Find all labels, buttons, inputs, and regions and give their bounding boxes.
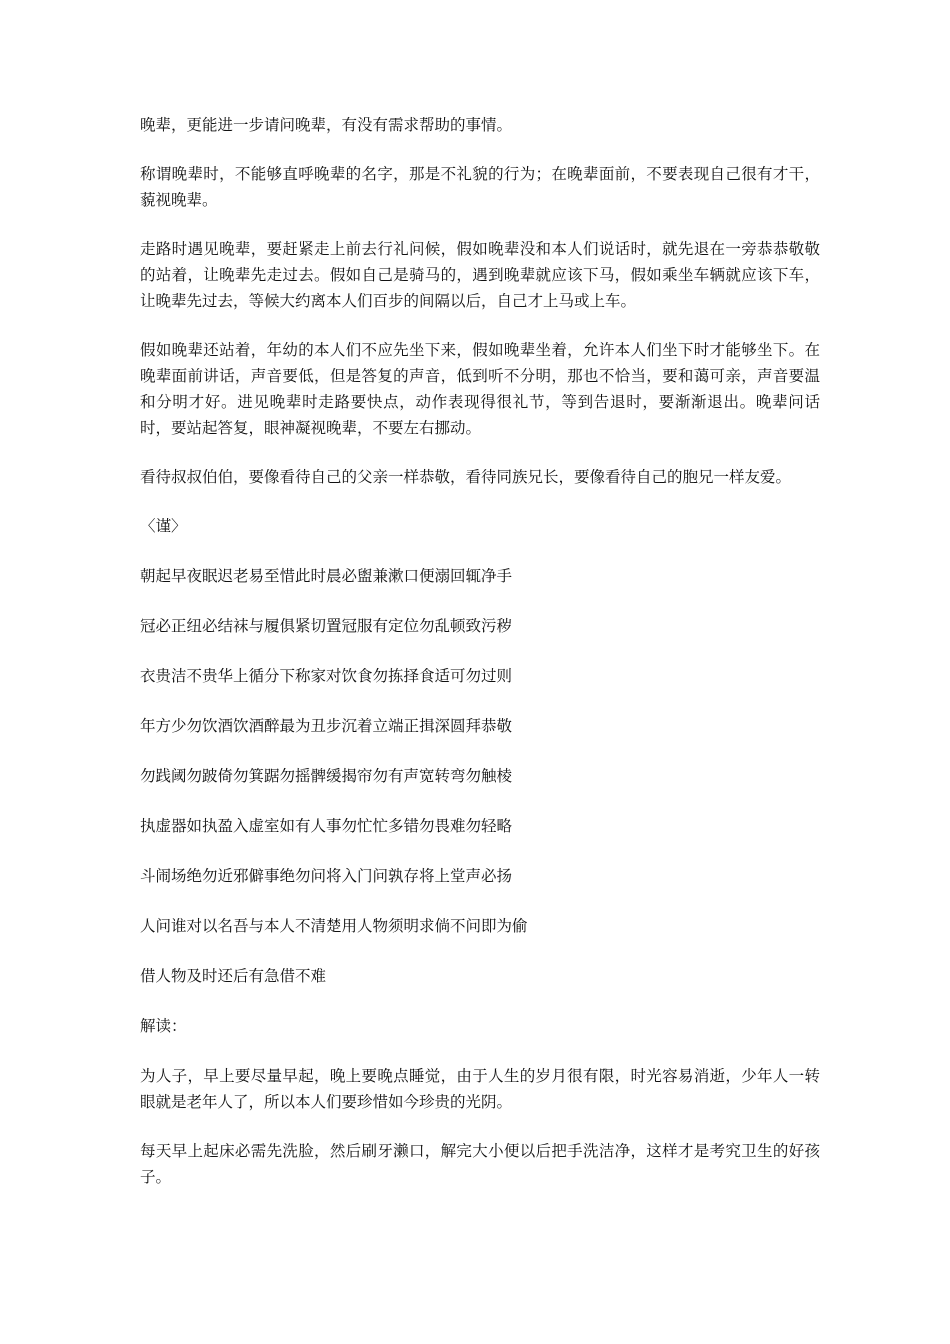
verse-line-6: 执虚器如执盈入虚室如有人事勿忙忙多错勿畏难勿轻略 [140,817,513,835]
verse-line-3: 衣贵洁不贵华上循分下称家对饮食勿拣择食适可勿过则 [140,667,513,685]
verse-line-2: 冠必正纽必结袜与履俱紧切置冠服有定位勿乱顿致污秽 [140,617,513,635]
document-page [140,112,820,1213]
section-heading-jin: 〈谨〉 [140,517,187,535]
interpretation-heading: 解读： [140,1017,187,1035]
paragraph-5: 看待叔叔伯伯，要像看待自己的父亲一样恭敬，看待同族兄长，要像看待自己的胞兄一样友爱。 [140,468,792,486]
verse-line-8: 人问谁对以名吾与本人不清楚用人物须明求倘不问即为偷 [140,917,528,935]
paragraph-2: 称谓晚辈时，不能够直呼晚辈的名字，那是不礼貌的行为；在晚辈面前，不要表现自己很有才干，藐视晚辈。 [140,165,820,209]
verse-line-4: 年方少勿饮酒饮酒醉最为丑步沉着立端正揖深圆拜恭敬 [140,717,513,735]
verse-line-9: 借人物及时还后有急借不难 [140,967,327,985]
verse-line-1: 朝起早夜眠迟老易至惜此时晨必盥兼漱口便溺回辄净手 [140,567,513,585]
paragraph-1: 晚辈，更能进一步请问晚辈，有没有需求帮助的事情。 [140,116,513,134]
verse-line-7: 斗闹场绝勿近邪僻事绝勿问将入门问孰存将上堂声必扬 [140,867,513,885]
paragraph-4: 假如晚辈还站着，年幼的本人们不应先坐下来，假如晚辈坐着，允许本人们坐下时才能够坐下。在晚辈面前讲话，声音要低，但是答复的声音，低到听不分明，那也不恰当，要和蔼可亲，声音要温和分明才好。进见晚辈时走路要快点，动作表现得很礼节，等到告退时，要渐渐退出。晚辈问话时，要站起答复，眼神凝视晚辈，不要左右挪动。 [140,341,820,437]
verse-line-5: 勿践阈勿跛倚勿箕踞勿摇髀缓揭帘勿有声宽转弯勿触棱 [140,767,513,785]
interpretation-paragraph-1: 为人子，早上要尽量早起，晚上要晚点睡觉，由于人生的岁月很有限，时光容易消逝，少年人一转眼就是老年人了，所以本人们要珍惜如今珍贵的光阴。 [140,1067,820,1111]
interpretation-paragraph-2: 每天早上起床必需先洗脸，然后刷牙濑口，解完大小便以后把手洗洁净，这样才是考究卫生的好孩子。 [140,1142,820,1186]
paragraph-3: 走路时遇见晚辈，要赶紧走上前去行礼问候，假如晚辈没和本人们说话时，就先退在一旁恭恭敬敬的站着，让晚辈先走过去。假如自己是骑马的，遇到晚辈就应该下马，假如乘坐车辆就应该下车，让晚辈先过去，等候大约离本人们百步的间隔以后，自己才上马或上车。 [140,240,820,310]
